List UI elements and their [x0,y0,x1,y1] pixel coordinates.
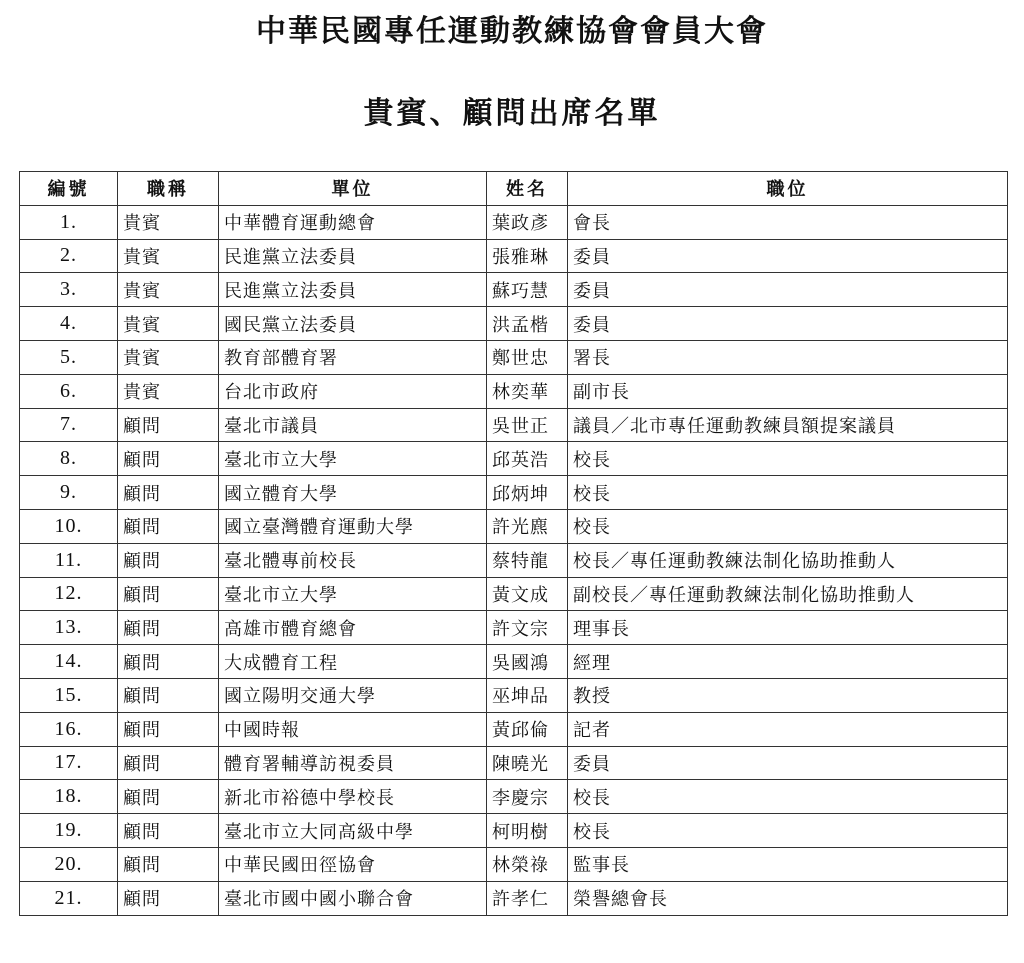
cell-position: 記者 [568,712,1008,746]
cell-unit: 國立陽明交通大學 [219,678,487,712]
cell-name: 巫坤品 [487,678,568,712]
table-row [20,205,1008,239]
cell-number: 6. [20,374,118,408]
cell-title: 貴賓 [118,374,219,408]
cell-number: 7. [20,408,118,442]
cell-number: 20. [20,847,118,881]
cell-name: 許光麃 [487,509,568,543]
cell-title: 顧問 [118,881,219,915]
table-row [20,780,1008,814]
header-name: 姓名 [487,172,568,206]
cell-position: 委員 [568,273,1008,307]
cell-position: 議員／北市專任運動教練員額提案議員 [568,408,1008,442]
cell-unit: 國民黨立法委員 [219,307,487,341]
table-row [20,678,1008,712]
cell-title: 顧問 [118,746,219,780]
cell-unit: 中華體育運動總會 [219,205,487,239]
cell-name: 邱炳坤 [487,476,568,510]
cell-title: 貴賓 [118,340,219,374]
cell-number: 3. [20,273,118,307]
cell-number: 14. [20,645,118,679]
cell-name: 蔡特龍 [487,543,568,577]
cell-position: 校長 [568,476,1008,510]
cell-number: 12. [20,577,118,611]
table-row [20,712,1008,746]
cell-number: 1. [20,205,118,239]
cell-position: 副市長 [568,374,1008,408]
header-title: 職稱 [118,172,219,206]
cell-name: 柯明樹 [487,814,568,848]
cell-number: 18. [20,780,118,814]
cell-position: 校長 [568,780,1008,814]
cell-unit: 臺北市立大學 [219,442,487,476]
cell-number: 5. [20,340,118,374]
table-row [20,442,1008,476]
cell-title: 貴賓 [118,307,219,341]
cell-position: 委員 [568,307,1008,341]
cell-unit: 臺北市立大同高級中學 [219,814,487,848]
header-position: 職位 [568,172,1008,206]
cell-unit: 中國時報 [219,712,487,746]
cell-name: 吳世正 [487,408,568,442]
cell-unit: 中華民國田徑協會 [219,847,487,881]
cell-position: 監事長 [568,847,1008,881]
cell-number: 11. [20,543,118,577]
cell-title: 顧問 [118,509,219,543]
cell-title: 顧問 [118,442,219,476]
cell-number: 10. [20,509,118,543]
cell-title: 顧問 [118,543,219,577]
cell-unit: 臺北市議員 [219,408,487,442]
document-subtitle: 貴賓、顧問出席名單 [363,96,661,131]
cell-unit: 民進黨立法委員 [219,239,487,273]
attendance-table [19,171,1008,916]
cell-name: 洪孟楷 [487,307,568,341]
cell-unit: 臺北體專前校長 [219,543,487,577]
table-row [20,307,1008,341]
table-row [20,881,1008,915]
cell-title: 貴賓 [118,239,219,273]
cell-name: 葉政彥 [487,205,568,239]
cell-title: 顧問 [118,847,219,881]
cell-position: 校長 [568,814,1008,848]
cell-position: 署長 [568,340,1008,374]
cell-number: 15. [20,678,118,712]
cell-name: 李慶宗 [487,780,568,814]
table-row [20,847,1008,881]
table-row [20,645,1008,679]
cell-position: 校長／專任運動教練法制化協助推動人 [568,543,1008,577]
cell-name: 陳曉光 [487,746,568,780]
cell-unit: 大成體育工程 [219,645,487,679]
cell-name: 林奕華 [487,374,568,408]
table-row [20,273,1008,307]
cell-number: 21. [20,881,118,915]
cell-title: 顧問 [118,577,219,611]
cell-number: 4. [20,307,118,341]
cell-title: 貴賓 [118,205,219,239]
cell-position: 理事長 [568,611,1008,645]
cell-unit: 臺北市國中國小聯合會 [219,881,487,915]
cell-unit: 臺北市立大學 [219,577,487,611]
cell-position: 委員 [568,239,1008,273]
cell-number: 19. [20,814,118,848]
cell-number: 13. [20,611,118,645]
cell-number: 9. [20,476,118,510]
cell-title: 顧問 [118,611,219,645]
table-row [20,476,1008,510]
cell-position: 教授 [568,678,1008,712]
table-row [20,408,1008,442]
cell-number: 17. [20,746,118,780]
cell-title: 顧問 [118,780,219,814]
cell-name: 林榮祿 [487,847,568,881]
table-header-row [20,172,1008,206]
cell-unit: 新北市裕德中學校長 [219,780,487,814]
cell-name: 鄭世忠 [487,340,568,374]
cell-unit: 台北市政府 [219,374,487,408]
cell-name: 黃文成 [487,577,568,611]
table-row [20,814,1008,848]
table-body [20,205,1008,915]
table-row [20,543,1008,577]
header-unit: 單位 [219,172,487,206]
cell-position: 校長 [568,509,1008,543]
table-row [20,374,1008,408]
document-title: 中華民國專任運動教練協會會員大會 [256,14,768,49]
cell-title: 貴賓 [118,273,219,307]
cell-name: 張雅琳 [487,239,568,273]
cell-position: 校長 [568,442,1008,476]
cell-name: 許文宗 [487,611,568,645]
table-row [20,746,1008,780]
table-row [20,611,1008,645]
cell-number: 2. [20,239,118,273]
cell-name: 邱英浩 [487,442,568,476]
table-row [20,239,1008,273]
table-row [20,509,1008,543]
cell-name: 許孝仁 [487,881,568,915]
cell-title: 顧問 [118,645,219,679]
header-number: 編號 [20,172,118,206]
cell-title: 顧問 [118,678,219,712]
cell-name: 蘇巧慧 [487,273,568,307]
cell-name: 黃邱倫 [487,712,568,746]
cell-position: 會長 [568,205,1008,239]
cell-unit: 教育部體育署 [219,340,487,374]
table-row [20,340,1008,374]
cell-title: 顧問 [118,408,219,442]
cell-name: 吳國鴻 [487,645,568,679]
cell-unit: 國立臺灣體育運動大學 [219,509,487,543]
cell-position: 經理 [568,645,1008,679]
cell-title: 顧問 [118,476,219,510]
cell-position: 副校長／專任運動教練法制化協助推動人 [568,577,1008,611]
cell-unit: 民進黨立法委員 [219,273,487,307]
cell-title: 顧問 [118,814,219,848]
cell-number: 16. [20,712,118,746]
cell-position: 榮譽總會長 [568,881,1008,915]
cell-unit: 高雄市體育總會 [219,611,487,645]
cell-title: 顧問 [118,712,219,746]
cell-unit: 體育署輔導訪視委員 [219,746,487,780]
cell-number: 8. [20,442,118,476]
cell-position: 委員 [568,746,1008,780]
table-row [20,577,1008,611]
cell-unit: 國立體育大學 [219,476,487,510]
